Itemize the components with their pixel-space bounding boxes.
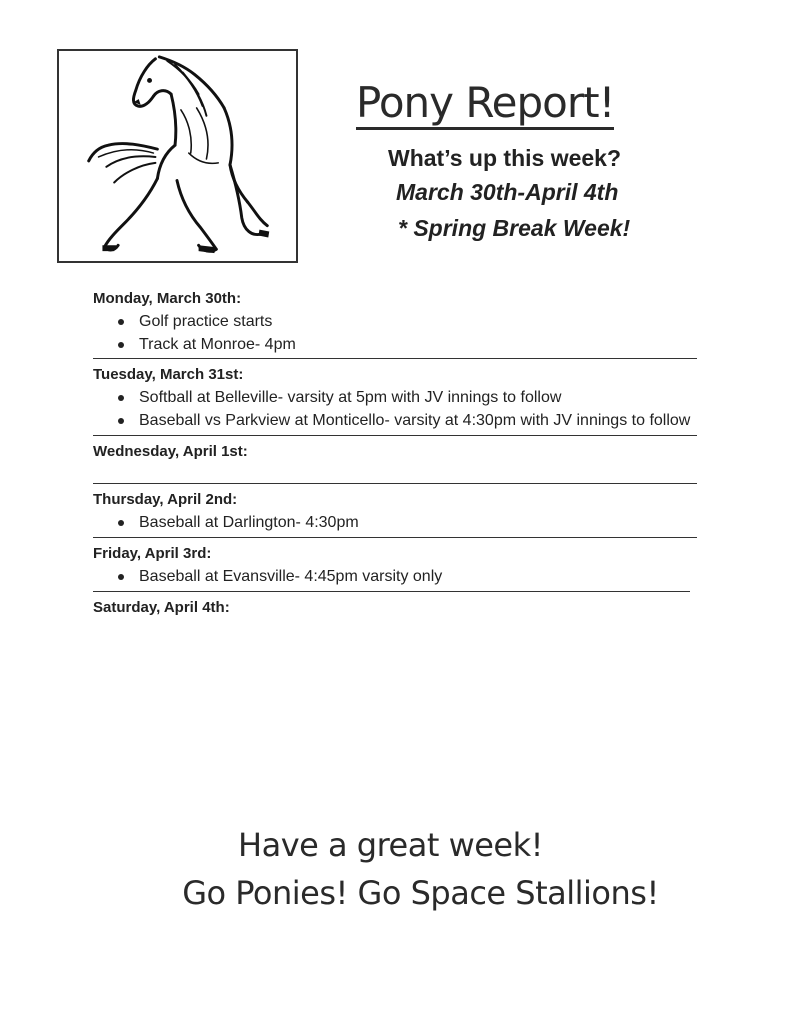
day-label: Tuesday, March 31st: [93,366,244,383]
section-divider [93,435,697,436]
day-label: Thursday, April 2nd: [93,491,238,508]
day-tuesday [93,364,697,432]
page-subtitle: What’s up this week? [388,145,622,171]
day-label: Saturday, April 4th: [93,599,230,616]
day-label: Wednesday, April 1st: [93,443,248,460]
event-list [93,386,697,432]
day-label: Monday, March 30th: [93,290,242,307]
event-item: Baseball at Darlington- 4:30pm [93,511,697,534]
event-list [93,310,697,356]
event-list [93,511,697,534]
event-item: Softball at Belleville- varsity at 5pm with JV innings to follow [93,386,697,409]
page-title: Pony Report! [356,80,614,130]
event-item: Baseball vs Parkview at Monticello- varsity at 4:30pm with JV innings to follow [93,409,697,432]
mustang-horse-icon [59,51,296,261]
event-list [93,565,697,588]
section-divider [93,358,697,359]
event-item: Baseball at Evansville- 4:45pm varsity only [93,565,697,588]
section-divider [93,591,690,592]
week-note: * Spring Break Week! [398,215,631,241]
day-saturday [93,597,697,619]
weekly-schedule [93,288,697,619]
closing-cheer: Go Ponies! Go Space Stallions! [182,874,659,912]
day-monday [93,288,697,356]
day-thursday [93,489,697,534]
event-item: Track at Monroe- 4pm [93,333,697,356]
day-label: Friday, April 3rd: [93,545,212,562]
event-item: Golf practice starts [93,310,697,333]
section-divider [93,537,697,538]
day-wednesday [93,441,697,463]
day-friday [93,543,697,588]
closing-message: Have a great week! [238,826,543,864]
logo-frame [57,49,298,263]
section-divider [93,483,697,484]
week-dates: March 30th-April 4th [396,179,619,205]
